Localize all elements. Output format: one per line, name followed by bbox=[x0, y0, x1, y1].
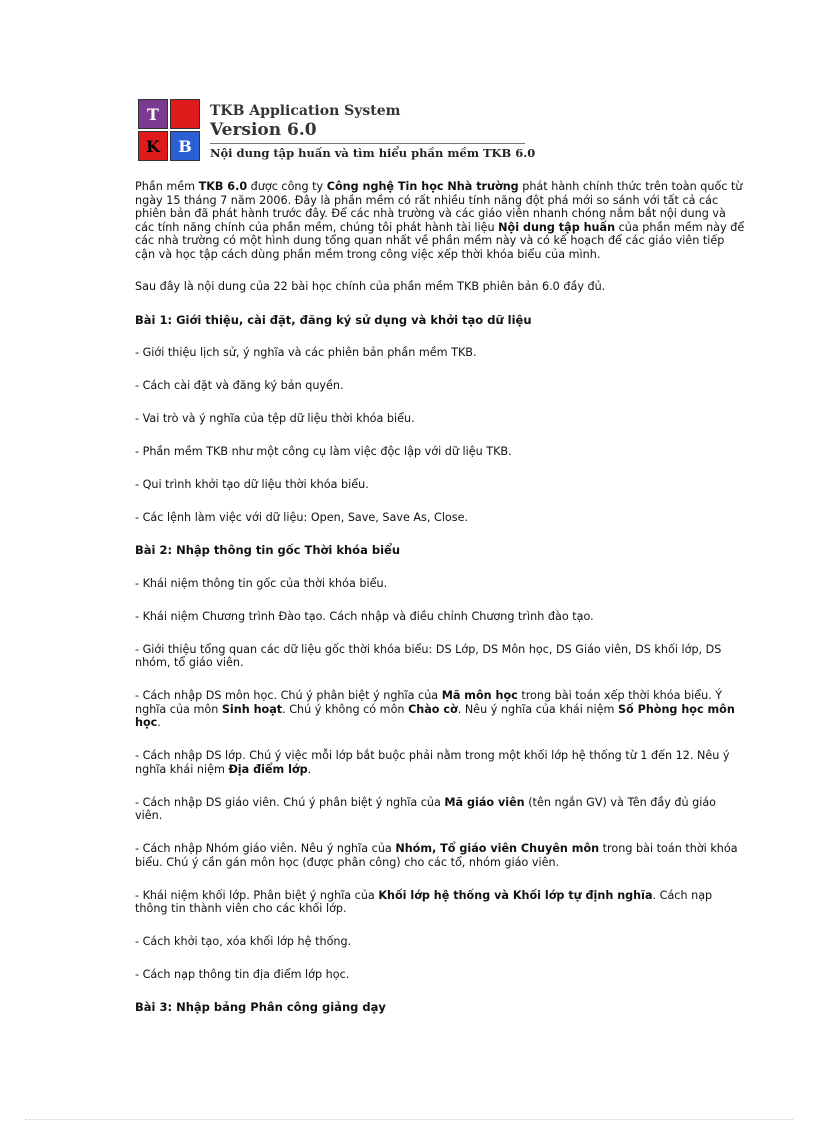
list-item: - Giới thiệu tổng quan các dữ liệu gốc thời khóa biểu: DS Lớp, DS Môn học, DS Giáo viên, DS khối lớp, DS nhóm, tổ giáo viên. bbox=[135, 642, 722, 669]
app-version: Version 6.0 bbox=[210, 120, 317, 140]
intro-paragraph: Phần mềm TKB 6.0 được công ty Công nghệ Tin học Nhà trường phát hành chính thức trên toàn quốc từ ngày 15 tháng 7 năm 2006. Đây là phần mềm có rất nhiều tính năng đột phá mới so sánh với tất cả các phiên bản đã phát hành trước đây. Để các nhà trường và các giáo viên nhanh chóng nắm bắt nội dung và các tính năng chính của phần mềm, chúng tôi phát hành tài liệu Nội dung tập huấn của phần mềm này để các nhà trường có một hình dung tổng quan nhất về phần mềm này và có kế hoạch để các giáo viên tiếp cận và học tập cách dùng phần mềm trong công việc xếp thời khóa biểu của mình. bbox=[135, 180, 745, 261]
list-item: - Phần mềm TKB như một công cụ làm việc độc lập với dữ liệu TKB. bbox=[135, 445, 512, 458]
list-item: - Khái niệm khối lớp. Phân biệt ý nghĩa của Khối lớp hệ thống và Khối lớp tự định nghĩa. Cách nạp thông tin thành viên cho các khối lớp. bbox=[135, 888, 713, 915]
list-item: - Cách nhập Nhóm giáo viên. Nêu ý nghĩa của Nhóm, Tổ giáo viên Chuyên môn trong bài toán thời khóa biểu. Chú ý cần gán môn học (được phân công) cho các tổ, nhóm giáo viên. bbox=[135, 842, 738, 869]
lesson-1-heading: Bài 1: Giới thiệu, cài đặt, đăng ký sử dụng và khởi tạo dữ liệu bbox=[135, 312, 532, 327]
list-item: - Cách nhập DS giáo viên. Chú ý phân biệt ý nghĩa của Mã giáo viên (tên ngắn GV) và Tên đầy đủ giáo viên. bbox=[135, 795, 717, 822]
list-item: - Các lệnh làm việc với dữ liệu: Open, Save, Save As, Close. bbox=[135, 511, 469, 524]
list-item: - Vai trò và ý nghĩa của tệp dữ liệu thời khóa biểu. bbox=[135, 412, 415, 425]
logo-letter-b: B bbox=[170, 131, 200, 161]
header-divider bbox=[210, 143, 525, 144]
app-title: TKB Application System bbox=[210, 103, 401, 119]
list-item: - Khái niệm thông tin gốc của thời khóa biểu. bbox=[135, 576, 388, 590]
logo-letter-t: T bbox=[138, 99, 168, 129]
logo-red-square bbox=[170, 99, 200, 129]
list-item: - Cách cài đặt và đăng ký bản quyền. bbox=[135, 379, 344, 392]
document-subtitle: Nội dung tập huấn và tìm hiểu phần mềm TKB 6.0 bbox=[210, 146, 536, 160]
page-bottom-divider bbox=[25, 1119, 793, 1120]
list-item: - Giới thiệu lịch sử, ý nghĩa và các phiên bản phần mềm TKB. bbox=[135, 346, 477, 359]
lead-paragraph: Sau đây là nội dung của 22 bài học chính của phần mềm TKB phiên bản 6.0 đầy đủ. bbox=[135, 280, 606, 293]
list-item: - Khái niệm Chương trình Đào tạo. Cách nhập và điều chỉnh Chương trình đào tạo. bbox=[135, 609, 594, 623]
lesson-3-heading: Bài 3: Nhập bảng Phân công giảng dạy bbox=[135, 1000, 386, 1014]
list-item: - Cách khởi tạo, xóa khối lớp hệ thống. bbox=[135, 935, 352, 948]
tkb-logo bbox=[137, 98, 201, 162]
list-item: - Cách nhập DS lớp. Chú ý việc mỗi lớp bắt buộc phải nằm trong một khối lớp hệ thống từ 1 đến 12. Nêu ý nghĩa khái niệm Địa điểm lớp. bbox=[135, 749, 730, 776]
list-item: - Qui trình khởi tạo dữ liệu thời khóa biểu. bbox=[135, 478, 369, 491]
list-item: - Cách nạp thông tin địa điểm lớp học. bbox=[135, 968, 350, 981]
logo-letter-k: K bbox=[138, 131, 168, 161]
lesson-2-heading: Bài 2: Nhập thông tin gốc Thời khóa biểu bbox=[135, 543, 401, 557]
list-item: - Cách nhập DS môn học. Chú ý phân biệt ý nghĩa của Mã môn học trong bài toán xếp thời khóa biểu. Ý nghĩa của môn Sinh hoạt. Chú ý không có môn Chào cờ. Nêu ý nghĩa của khái niệm Số Phòng học môn học. bbox=[135, 689, 735, 729]
document-body bbox=[135, 180, 745, 1034]
